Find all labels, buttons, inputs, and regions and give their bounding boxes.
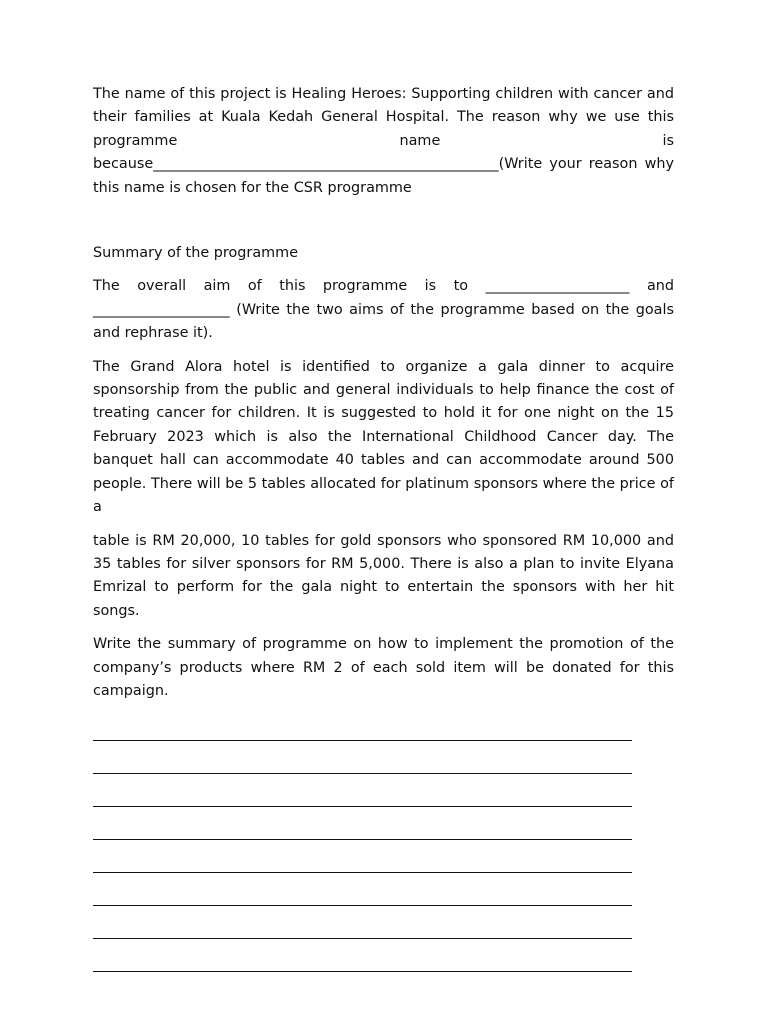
- intro-paragraph: [93, 83, 674, 200]
- answer-line[interactable]: [93, 807, 632, 840]
- answer-line[interactable]: [93, 939, 632, 972]
- aims-text-1: The overall aim of this programme is to: [93, 278, 469, 295]
- aim-blank-1[interactable]: ____________________: [485, 278, 630, 295]
- aims-text-2: and: [646, 278, 675, 295]
- answer-line[interactable]: [93, 741, 632, 774]
- aims-text-3: (Write the two aims of the programme based on the goals and rephrase it).: [93, 301, 674, 342]
- aims-paragraph: [93, 275, 674, 345]
- answer-lines: [93, 721, 632, 972]
- gala-paragraph: The Grand Alora hotel is identified to organize a gala dinner to acquire sponsorship from the public and general individuals to help finance the cost of treating cancer for children. It is suggested to hold it for one night on the 15 February 2023 which is also the International Childhood Cancer day. The banquet hall can accommodate 40 tables and can accommodate around 500 people. There will be 5 tables allocated for platinum sponsors where the price of a: [93, 358, 674, 516]
- aim-blank-2[interactable]: ___________________: [93, 301, 230, 318]
- reason-blank[interactable]: ________________________________________________: [153, 156, 499, 173]
- intro-text-2: (Write your reason why this name is chosen for the CSR programme: [93, 156, 674, 196]
- sponsor-paragraph: table is RM 20,000, 10 tables for gold sponsors who sponsored RM 10,000 and 35 tables for silver sponsors for RM 5,000. There is also a plan to invite Elyana Emrizal to perform for the gala night to entertain the sponsors with her hit songs.: [93, 532, 674, 619]
- answer-line[interactable]: [93, 721, 632, 741]
- answer-line[interactable]: [93, 906, 632, 939]
- instruction-paragraph: Write the summary of programme on how to implement the promotion of the company’s products where RM 2 of each sold item will be donated for this campaign.: [93, 636, 674, 699]
- answer-line[interactable]: [93, 774, 632, 807]
- intro-text-1: The name of this project is Healing Heroes: Supporting children with cancer and their families at Kuala Kedah General Hospital. The reason why we use this programme name is because: [93, 86, 674, 173]
- answer-line[interactable]: [93, 840, 632, 873]
- document-page: [93, 83, 674, 972]
- summary-heading: Summary of the programme: [93, 245, 299, 262]
- answer-line[interactable]: [93, 873, 632, 906]
